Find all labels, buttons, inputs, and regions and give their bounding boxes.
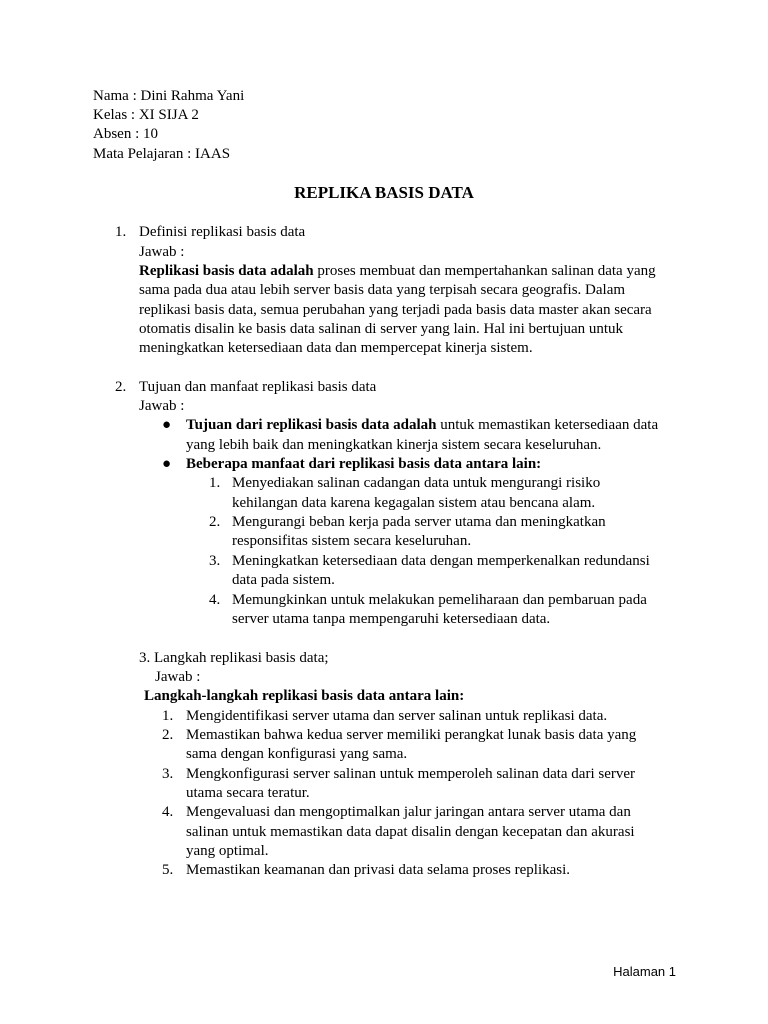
q3-item-text: utama secara teratur. [186, 785, 310, 801]
q1-answer-line: sama pada dua atau lebih server basis data yang terpisah secara geografis. Dalam [139, 282, 626, 298]
q3-item-number: 3. [162, 766, 174, 782]
q3-item-text: Mengidentifikasi server utama dan server salinan untuk replikasi data. [186, 708, 608, 724]
q1-number: 1. [115, 224, 127, 240]
student-absen: Absen : 10 [93, 126, 158, 142]
student-name: Nama : Dini Rahma Yani [93, 88, 245, 104]
q1-answer-line: meningkatkan ketersediaan data dan mempercepat kinerja sistem. [139, 340, 533, 356]
q2-question: Tujuan dan manfaat replikasi basis data [139, 379, 377, 395]
q2-item-text: Mengurangi beban kerja pada server utama dan meningkatkan [232, 514, 606, 530]
q3-item-text: Mengevaluasi dan mengoptimalkan jalur jaringan antara server utama dan [186, 804, 631, 820]
q3-item-text: Memastikan bahwa kedua server memiliki perangkat lunak basis data yang [186, 727, 637, 743]
q2-bullet2-heading: Beberapa manfaat dari replikasi basis data antara lain: [186, 456, 542, 472]
q1-jawab: Jawab : [139, 244, 185, 260]
q2-item-text: server utama tanpa mempengaruhi ketersediaan data. [232, 611, 551, 627]
q3-item-text: salinan untuk memastikan data dapat disalin dengan kecepatan dan akurasi [186, 824, 635, 840]
q3-item-number: 1. [162, 708, 174, 724]
q1-answer-line: replikasi basis data, semua perubahan yang terjadi pada basis data master akan secara [139, 302, 652, 318]
q3-item-number: 5. [162, 862, 174, 878]
q1-answer-text: proses membuat dan mempertahankan salinan data yang [313, 263, 656, 279]
q3-item-text: Mengkonfigurasi server salinan untuk memperoleh salinan data dari server [186, 766, 636, 782]
q2-item-number: 3. [209, 553, 221, 569]
q2-bullet1-line: yang lebih baik dan meningkatkan kinerja sistem secara keseluruhan. [186, 437, 602, 453]
bullet-dot: ● [162, 417, 172, 433]
q2-item-number: 4. [209, 592, 221, 608]
q2-jawab: Jawab : [139, 398, 185, 414]
page-number: Halaman 1 [613, 964, 676, 979]
q2-bullet1-text: untuk memastikan ketersediaan data [436, 417, 659, 433]
q3-question: 3. Langkah replikasi basis data; [139, 650, 329, 666]
q1-answer-line [139, 262, 656, 281]
q3-item-text: sama dengan konfigurasi yang sama. [186, 746, 408, 762]
q2-bullet1-bold: Tujuan dari replikasi basis data adalah [186, 417, 437, 433]
q3-heading: Langkah-langkah replikasi basis data antara lain: [144, 688, 465, 704]
q2-item-text: responsifitas sistem secara keseluruhan. [232, 533, 472, 549]
q2-item-number: 2. [209, 514, 221, 530]
q2-bullet1-line [186, 416, 658, 435]
bullet-dot: ● [162, 456, 172, 472]
q3-item-number: 2. [162, 727, 174, 743]
q2-item-text: kehilangan data karena kegagalan sistem atau bencana alam. [232, 495, 596, 511]
q2-item-text: Memungkinkan untuk melakukan pemeliharaan dan pembaruan pada [232, 592, 647, 608]
q3-jawab: Jawab : [155, 669, 201, 685]
q2-item-text: data pada sistem. [232, 572, 335, 588]
q3-item-number: 4. [162, 804, 174, 820]
q1-question: Definisi replikasi basis data [139, 224, 306, 240]
q3-item-text: yang optimal. [186, 843, 269, 859]
student-class: Kelas : XI SIJA 2 [93, 107, 199, 123]
q2-item-text: Meningkatkan ketersediaan data dengan memperkenalkan redundansi [232, 553, 650, 569]
q3-item-text: Memastikan keamanan dan privasi data selama proses replikasi. [186, 862, 571, 878]
q2-item-number: 1. [209, 475, 221, 491]
q2-number: 2. [115, 379, 127, 395]
page-title: REPLIKA BASIS DATA [294, 183, 474, 202]
q1-answer-line: otomatis disalin ke basis data salinan di server yang lain. Hal ini bertujuan untuk [139, 321, 624, 337]
subject: Mata Pelajaran : IAAS [93, 146, 231, 162]
q2-item-text: Menyediakan salinan cadangan data untuk mengurangi risiko [232, 475, 601, 491]
q1-answer-bold: Replikasi basis data adalah [139, 263, 314, 279]
